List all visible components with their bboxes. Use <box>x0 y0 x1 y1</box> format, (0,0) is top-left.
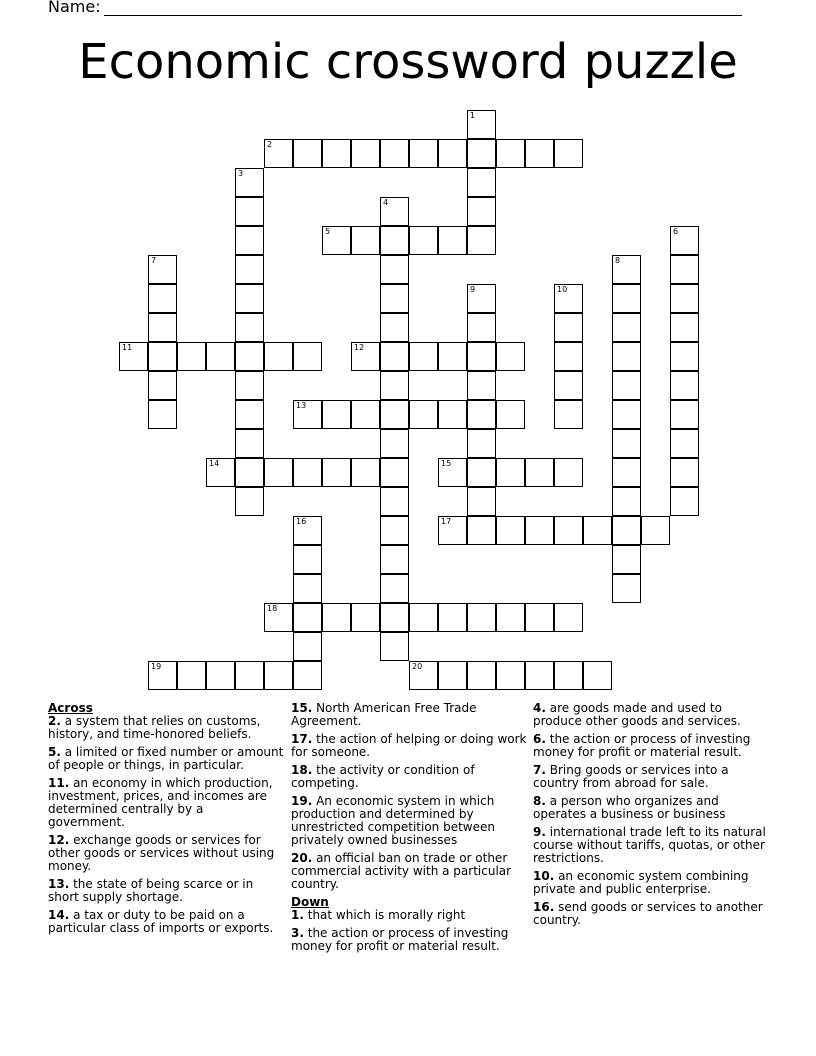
grid-cell[interactable] <box>293 545 322 574</box>
grid-cell[interactable] <box>351 458 380 487</box>
grid-cell[interactable] <box>409 139 438 168</box>
grid-cell[interactable] <box>293 603 322 632</box>
grid-cell[interactable] <box>496 661 525 690</box>
grid-cell[interactable] <box>438 342 467 371</box>
page-title: Economic crossword puzzle <box>78 34 738 90</box>
clue-text: international trade left to its natural course without tariffs, quotas, or other restrictions. <box>533 825 766 865</box>
clue-number: 12. <box>48 833 70 847</box>
grid-cell[interactable] <box>525 458 554 487</box>
grid-cell[interactable] <box>235 313 264 342</box>
clue-number: 5 <box>325 227 331 236</box>
clue-number: 19. <box>291 794 313 808</box>
grid-cell[interactable] <box>293 632 322 661</box>
grid-cell[interactable] <box>554 284 583 313</box>
grid-cell[interactable] <box>148 255 177 284</box>
clue-number: 9. <box>533 825 546 839</box>
clue-number: 14. <box>48 908 70 922</box>
grid-cell[interactable] <box>380 313 409 342</box>
grid-cell[interactable] <box>380 226 409 255</box>
clue-number: 6 <box>673 227 679 236</box>
grid-cell[interactable] <box>438 516 467 545</box>
grid-cell[interactable] <box>409 661 438 690</box>
clue-item <box>533 826 769 865</box>
grid-cell[interactable] <box>467 371 496 400</box>
grid-cell[interactable] <box>380 603 409 632</box>
grid-cell[interactable] <box>496 603 525 632</box>
grid-cell[interactable] <box>119 342 148 371</box>
grid-cell[interactable] <box>467 284 496 313</box>
clue-item <box>291 702 527 728</box>
grid-cell[interactable] <box>322 458 351 487</box>
clue-text: that which is morally right <box>303 908 466 922</box>
clue-item <box>291 764 527 790</box>
grid-cell[interactable] <box>380 545 409 574</box>
clue-text: an official ban on trade or other commercial activity with a particular country. <box>291 851 512 891</box>
grid-cell[interactable] <box>293 661 322 690</box>
clue-number: 1. <box>291 908 304 922</box>
clue-number: 19 <box>151 662 162 671</box>
grid-cell[interactable] <box>554 400 583 429</box>
grid-cell[interactable] <box>264 342 293 371</box>
grid-cell[interactable] <box>467 110 496 139</box>
clue-number: 11 <box>122 343 133 352</box>
grid-cell[interactable] <box>612 255 641 284</box>
grid-cell[interactable] <box>467 313 496 342</box>
grid-cell[interactable] <box>612 429 641 458</box>
grid-cell[interactable] <box>467 139 496 168</box>
grid-cell[interactable] <box>670 342 699 371</box>
grid-cell[interactable] <box>670 400 699 429</box>
clue-text: are goods made and used to produce other goods and services. <box>533 701 741 728</box>
clue-item <box>48 834 284 873</box>
clue-number: 7 <box>151 256 157 265</box>
grid-cell[interactable] <box>554 342 583 371</box>
clue-number: 18. <box>291 763 313 777</box>
clue-item <box>533 764 769 790</box>
clue-item <box>48 878 284 904</box>
across-header: Across <box>48 701 93 715</box>
grid-cell[interactable] <box>322 400 351 429</box>
grid-cell[interactable] <box>554 139 583 168</box>
clue-number: 17 <box>441 517 452 526</box>
grid-cell[interactable] <box>467 342 496 371</box>
grid-cell[interactable] <box>670 371 699 400</box>
grid-cell[interactable] <box>496 139 525 168</box>
clue-item <box>48 909 284 935</box>
clue-number: 10 <box>557 285 568 294</box>
grid-cell[interactable] <box>380 429 409 458</box>
grid-cell[interactable] <box>467 516 496 545</box>
clue-item <box>48 777 284 829</box>
grid-cell[interactable] <box>409 226 438 255</box>
clue-number: 2. <box>48 714 61 728</box>
grid-cell[interactable] <box>467 603 496 632</box>
grid-cell[interactable] <box>351 342 380 371</box>
grid-cell[interactable] <box>554 313 583 342</box>
grid-cell[interactable] <box>293 516 322 545</box>
grid-cell[interactable] <box>293 139 322 168</box>
grid-cell[interactable] <box>612 342 641 371</box>
grid-cell[interactable] <box>264 603 293 632</box>
clue-text: the action or process of investing money for profit or material result. <box>533 732 751 759</box>
grid-cell[interactable] <box>380 255 409 284</box>
grid-cell[interactable] <box>177 661 206 690</box>
grid-cell[interactable] <box>264 458 293 487</box>
clue-item <box>533 702 769 728</box>
clue-number: 11. <box>48 776 70 790</box>
grid-cell[interactable] <box>525 139 554 168</box>
grid-cell[interactable] <box>293 400 322 429</box>
grid-cell[interactable] <box>206 458 235 487</box>
grid-cell[interactable] <box>554 458 583 487</box>
clue-item <box>291 795 527 847</box>
grid-cell[interactable] <box>322 139 351 168</box>
clue-text: North American Free Trade Agreement. <box>291 701 477 728</box>
grid-cell[interactable] <box>554 371 583 400</box>
grid-cell[interactable] <box>351 603 380 632</box>
grid-cell[interactable] <box>235 458 264 487</box>
clue-number: 1 <box>470 111 476 120</box>
grid-cell[interactable] <box>467 429 496 458</box>
grid-cell[interactable] <box>612 400 641 429</box>
grid-cell[interactable] <box>670 255 699 284</box>
grid-cell[interactable] <box>380 458 409 487</box>
grid-cell[interactable] <box>293 342 322 371</box>
clue-number: 13. <box>48 877 70 891</box>
clues-column-2 <box>291 702 527 958</box>
clue-number: 14 <box>209 459 220 468</box>
grid-cell[interactable] <box>148 371 177 400</box>
clue-item <box>533 901 769 927</box>
across-clues-list <box>48 715 284 935</box>
clue-number: 20 <box>412 662 423 671</box>
grid-cell[interactable] <box>583 516 612 545</box>
clue-text: send goods or services to another country. <box>533 900 763 927</box>
grid-cell[interactable] <box>641 516 670 545</box>
grid-cell[interactable] <box>670 429 699 458</box>
clue-text: the activity or condition of competing. <box>291 763 475 790</box>
clues-column-1 <box>48 702 284 940</box>
grid-cell[interactable] <box>148 661 177 690</box>
grid-cell[interactable] <box>177 342 206 371</box>
grid-cell[interactable] <box>554 516 583 545</box>
grid-cell[interactable] <box>322 226 351 255</box>
clue-number: 20. <box>291 851 313 865</box>
grid-cell[interactable] <box>148 284 177 313</box>
grid-cell[interactable] <box>467 226 496 255</box>
clue-text: a system that relies on customs, history, and time-honored beliefs. <box>48 714 261 741</box>
clue-number: 16. <box>533 900 555 914</box>
grid-cell[interactable] <box>670 226 699 255</box>
clue-number: 7. <box>533 763 546 777</box>
grid-cell[interactable] <box>380 632 409 661</box>
grid-cell[interactable] <box>554 661 583 690</box>
clue-number: 13 <box>296 401 307 410</box>
clue-number: 16 <box>296 517 307 526</box>
clue-number: 8 <box>615 256 621 265</box>
grid-cell[interactable] <box>467 487 496 516</box>
clue-number: 18 <box>267 604 278 613</box>
across-clues-list-continued <box>291 702 527 891</box>
grid-cell[interactable] <box>670 284 699 313</box>
clue-text: the action of helping or doing work for someone. <box>291 732 527 759</box>
grid-cell[interactable] <box>235 284 264 313</box>
grid-cell[interactable] <box>351 139 380 168</box>
down-clues-list-continued <box>533 702 769 927</box>
clue-number: 12 <box>354 343 365 352</box>
grid-cell[interactable] <box>235 226 264 255</box>
grid-cell[interactable] <box>235 371 264 400</box>
grid-cell[interactable] <box>235 400 264 429</box>
grid-cell[interactable] <box>670 458 699 487</box>
clue-text: exchange goods or services for other goods or services without using money. <box>48 833 275 873</box>
grid-cell[interactable] <box>612 516 641 545</box>
grid-cell[interactable] <box>322 603 351 632</box>
clue-item <box>291 909 527 922</box>
grid-cell[interactable] <box>612 458 641 487</box>
clue-item <box>533 795 769 821</box>
grid-cell[interactable] <box>438 139 467 168</box>
grid-cell[interactable] <box>409 342 438 371</box>
grid-cell[interactable] <box>612 284 641 313</box>
clue-text: an economic system combining private and public enterprise. <box>533 869 749 896</box>
grid-cell[interactable] <box>148 342 177 371</box>
grid-cell[interactable] <box>235 661 264 690</box>
grid-cell[interactable] <box>438 661 467 690</box>
grid-cell[interactable] <box>380 371 409 400</box>
grid-cell[interactable] <box>206 661 235 690</box>
grid-cell[interactable] <box>438 458 467 487</box>
grid-cell[interactable] <box>496 516 525 545</box>
clue-number: 17. <box>291 732 313 746</box>
down-header: Down <box>291 895 329 909</box>
clue-item <box>291 733 527 759</box>
clue-text: an economy in which production, investment, prices, and incomes are determined centrally by a government. <box>48 776 273 829</box>
clue-number: 4 <box>383 198 389 207</box>
grid-cell[interactable] <box>380 197 409 226</box>
grid-cell[interactable] <box>264 661 293 690</box>
grid-cell[interactable] <box>148 400 177 429</box>
grid-cell[interactable] <box>496 400 525 429</box>
grid-cell[interactable] <box>467 661 496 690</box>
grid-cell[interactable] <box>148 313 177 342</box>
grid-cell[interactable] <box>380 342 409 371</box>
grid-cell[interactable] <box>612 487 641 516</box>
grid-cell[interactable] <box>525 661 554 690</box>
grid-cell[interactable] <box>264 139 293 168</box>
grid-cell[interactable] <box>496 342 525 371</box>
clue-text: Bring goods or services into a country from abroad for sale. <box>533 763 729 790</box>
clue-text: a person who organizes and operates a business or business <box>533 794 726 821</box>
clues-column-3 <box>533 702 769 932</box>
grid-cell[interactable] <box>235 168 264 197</box>
grid-cell[interactable] <box>467 400 496 429</box>
clue-number: 4. <box>533 701 546 715</box>
grid-cell[interactable] <box>235 487 264 516</box>
clue-item <box>533 733 769 759</box>
clue-item <box>291 852 527 891</box>
grid-cell[interactable] <box>496 458 525 487</box>
clue-text: a limited or fixed number or amount of people or things, in particular. <box>48 745 284 772</box>
clue-number: 3. <box>291 926 304 940</box>
grid-cell[interactable] <box>380 284 409 313</box>
grid-cell[interactable] <box>467 197 496 226</box>
clue-number: 5. <box>48 745 61 759</box>
clue-number: 9 <box>470 285 476 294</box>
grid-cell[interactable] <box>670 313 699 342</box>
grid-cell[interactable] <box>612 574 641 603</box>
grid-cell[interactable] <box>409 603 438 632</box>
grid-cell[interactable] <box>409 400 438 429</box>
grid-cell[interactable] <box>467 168 496 197</box>
grid-cell[interactable] <box>206 342 235 371</box>
grid-cell[interactable] <box>293 458 322 487</box>
down-clues-list <box>291 909 527 953</box>
clue-item <box>533 870 769 896</box>
grid-cell[interactable] <box>235 197 264 226</box>
grid-cell[interactable] <box>438 603 467 632</box>
grid-cell[interactable] <box>380 574 409 603</box>
clue-item <box>291 927 527 953</box>
grid-cell[interactable] <box>612 313 641 342</box>
clue-item <box>48 746 284 772</box>
clue-text: An economic system in which production and determined by unrestricted competition between privately owned businesses <box>291 794 495 847</box>
clue-number: 8. <box>533 794 546 808</box>
clue-text: the action or process of investing money for profit or material result. <box>291 926 509 953</box>
name-label: Name: <box>48 0 101 16</box>
grid-cell[interactable] <box>438 226 467 255</box>
grid-cell[interactable] <box>438 400 467 429</box>
grid-cell[interactable] <box>554 603 583 632</box>
grid-cell[interactable] <box>525 516 554 545</box>
grid-cell[interactable] <box>293 574 322 603</box>
grid-cell[interactable] <box>467 458 496 487</box>
grid-cell[interactable] <box>583 661 612 690</box>
grid-cell[interactable] <box>380 139 409 168</box>
clue-number: 2 <box>267 140 273 149</box>
grid-cell[interactable] <box>380 516 409 545</box>
grid-cell[interactable] <box>380 400 409 429</box>
grid-cell[interactable] <box>525 603 554 632</box>
grid-cell[interactable] <box>235 342 264 371</box>
clue-number: 6. <box>533 732 546 746</box>
grid-cell[interactable] <box>351 226 380 255</box>
grid-cell[interactable] <box>235 429 264 458</box>
grid-cell[interactable] <box>612 371 641 400</box>
grid-cell[interactable] <box>235 255 264 284</box>
grid-cell[interactable] <box>351 400 380 429</box>
clue-number: 15 <box>441 459 452 468</box>
grid-cell[interactable] <box>612 545 641 574</box>
clue-text: the state of being scarce or in short supply shortage. <box>48 877 254 904</box>
clue-text: a tax or duty to be paid on a particular class of imports or exports. <box>48 908 274 935</box>
clue-number: 3 <box>238 169 244 178</box>
clue-number: 15. <box>291 701 313 715</box>
grid-cell[interactable] <box>380 487 409 516</box>
clue-item <box>48 715 284 741</box>
clue-number: 10. <box>533 869 555 883</box>
grid-cell[interactable] <box>670 487 699 516</box>
